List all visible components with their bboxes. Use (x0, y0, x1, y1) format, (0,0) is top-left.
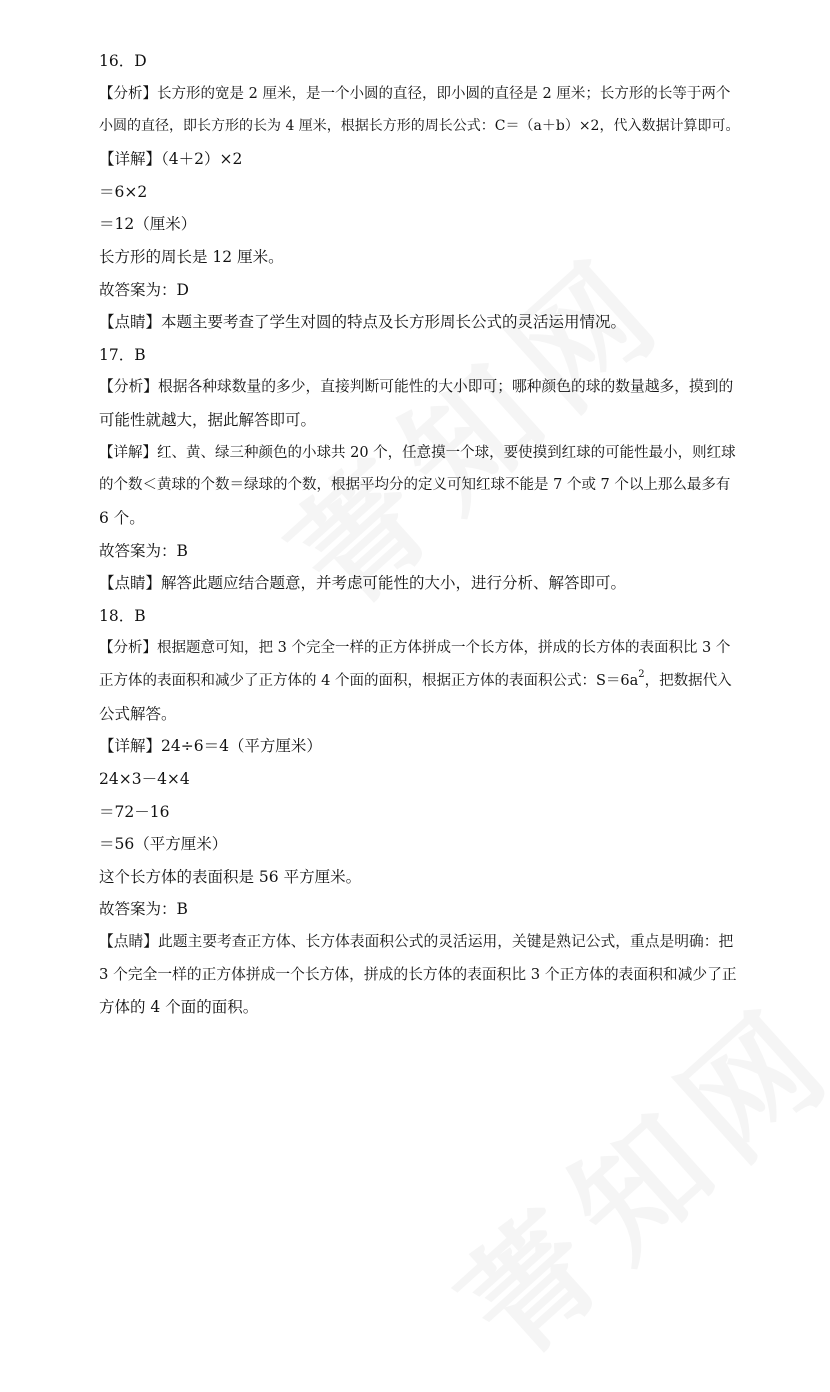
q18-detail-line-3: ＝72－16 (99, 803, 170, 821)
q17-detail-line-1: 【详解】红、黄、绿三种颜色的小球共 20 个，任意摸一个球，要使摸到红球的可能性最小，则红球 (99, 445, 736, 461)
q16-analysis-line-2: 小圆的直径，即长方形的长为 4 厘米，根据长方形的周长公式：C＝（a＋b）×2，代入数据计算即可。 (99, 118, 740, 134)
q18-formula-exponent: 2 (638, 669, 645, 681)
q18-analysis-line-1: 【分析】根据题意可知，把 3 个完全一样的正方体拼成一个长方体，拼成的长方体的表面积比 3 个 (99, 640, 731, 656)
q18-analysis-text-tail: ，把数据代入 (644, 673, 732, 689)
q18-detail-line-1: 【详解】24÷6＝4（平方厘米） (99, 737, 322, 755)
q17-analysis-line-2: 可能性就越大，据此解答即可。 (99, 411, 317, 429)
q18-analysis-line-2 (99, 671, 739, 691)
q17-final-answer: 故答案为：B (99, 542, 188, 560)
q16-detail-line-2: ＝6×2 (99, 183, 148, 201)
q18-detail-line-5: 这个长方体的表面积是 56 平方厘米。 (99, 868, 362, 886)
q16-detail-line-4: 长方形的周长是 12 厘米。 (99, 248, 284, 266)
q18-final-answer: 故答案为：B (99, 900, 188, 918)
q18-detail-line-4: ＝56（平方厘米） (99, 835, 228, 853)
q16-answer: 16．D (99, 52, 147, 70)
q17-answer: 17．B (99, 346, 146, 364)
q17-analysis-line-1: 【分析】根据各种球数量的多少，直接判断可能性的大小即可；哪种颜色的球的数量越多，摸到的 (99, 378, 734, 395)
q18-comment-line-3: 方体的 4 个面的面积。 (99, 998, 259, 1016)
q17-detail-line-3: 6 个。 (99, 509, 145, 527)
q16-analysis-line-1: 【分析】长方形的宽是 2 厘米，是一个小圆的直径，即小圆的直径是 2 厘米；长方形的长等于两个 (99, 86, 731, 102)
q16-detail-line-1: 【详解】（4＋2）×2 (99, 150, 243, 168)
q18-detail-line-2: 24×3－4×4 (99, 770, 190, 788)
q18-comment-line-2: 3 个完全一样的正方体拼成一个长方体，拼成的长方体的表面积比 3 个正方体的表面积和减少了正 (99, 966, 737, 983)
q16-final-answer: 故答案为：D (99, 281, 189, 299)
q18-analysis-text: 正方体的表面积和减少了正方体的 4 个面的面积，根据正方体的表面积公式：S＝6a (99, 673, 639, 689)
q18-comment-line-1: 【点睛】此题主要考查正方体、长方体表面积公式的灵活运用，关键是熟记公式，重点是明确：把 (99, 933, 734, 950)
q18-answer: 18．B (99, 607, 146, 625)
q17-comment: 【点睛】解答此题应结合题意，并考虑可能性的大小，进行分析、解答即可。 (99, 574, 627, 592)
q16-detail-line-3: ＝12（厘米） (99, 215, 197, 233)
q18-analysis-line-3: 公式解答。 (99, 705, 177, 723)
q17-detail-line-2: 的个数＜黄球的个数＝绿球的个数，根据平均分的定义可知红球不能是 7 个或 7 个以上那么最多有 (99, 477, 731, 493)
q16-comment: 【点睛】本题主要考查了学生对圆的特点及长方形周长公式的灵活运用情况。 (99, 313, 627, 331)
